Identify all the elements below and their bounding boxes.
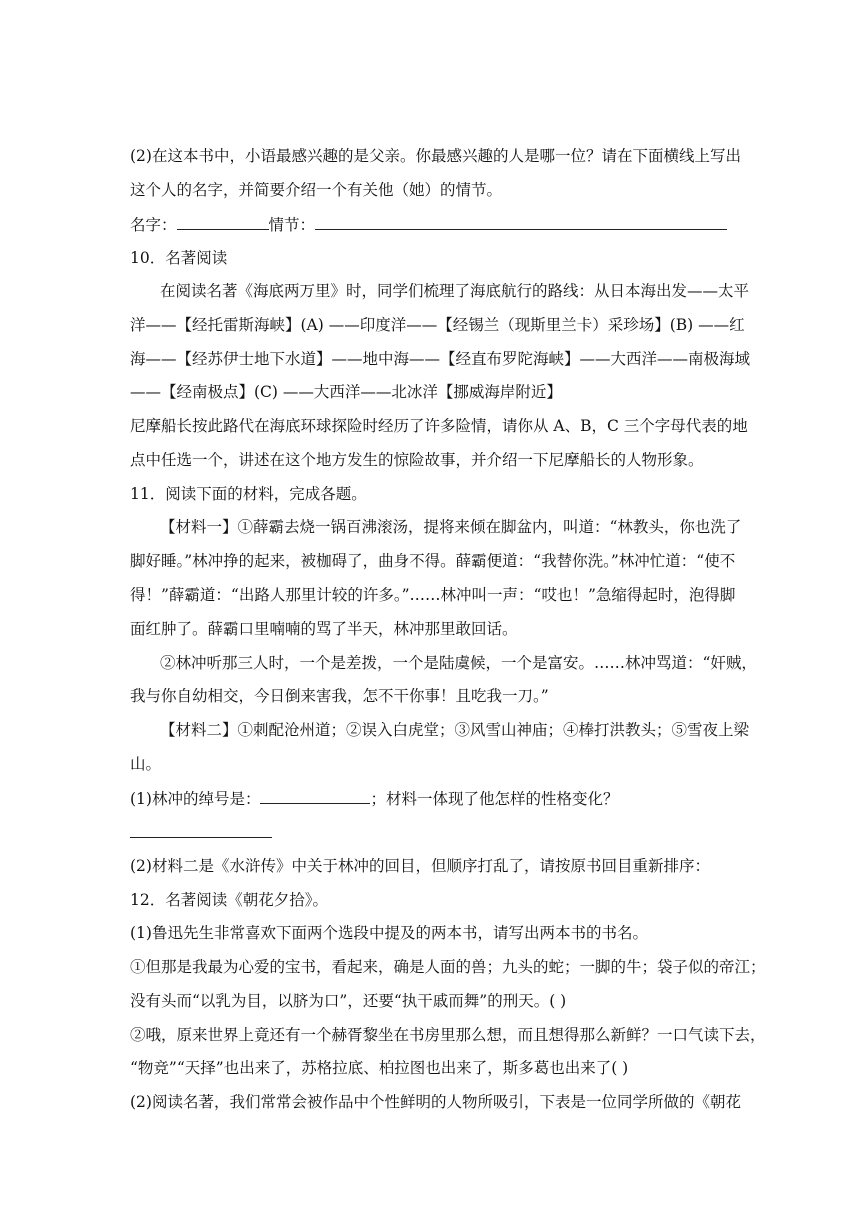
q10-prompt-line2: 点中任选一个，讲述在这个地方发生的惊险故事，并介绍一下尼摩船长的人物形象。: [130, 451, 704, 469]
q12-selection2-line2: “物竞”“天择”也出来了，苏格拉底、柏拉图也出来了，斯多葛也出来了( ): [130, 1059, 629, 1077]
name-blank[interactable]: [177, 214, 269, 230]
q10-route-line4: ——【经南极点】(C) ——大西洋——北冰洋【挪威海岸附近】: [130, 383, 562, 401]
q11-material1-line5: ②林冲听那三人时，一个是差拨，一个是陆虞候，一个是富安。……林冲骂道：“奸贼，: [160, 654, 757, 672]
q11-part1-answer-line[interactable]: [130, 837, 272, 838]
q11-part1-prefix: (1)林冲的绰号是：: [130, 790, 261, 808]
q10-heading: 10．名著阅读: [130, 249, 228, 267]
q11-material1-line4: 面红肿了。薛霸口里喃喃的骂了半天，林冲那里敢回话。: [130, 620, 518, 638]
q12-selection1-line2: 没有头而“以乳为目，以脐为口”，还要“执干戚而舞”的刑天。( ): [130, 992, 567, 1010]
q11-material1-line3: 得！”薛霸道：“出路人那里计较的许多。”……林冲叫一声：“哎也！”急缩得起时，泡得脚: [130, 586, 736, 604]
q11-part2: (2)材料二是《水浒传》中关于林冲的回目，但顺序打乱了，请按原书回目重新排序：: [130, 857, 710, 875]
q12-part1: (1)鲁迅先生非常喜欢下面两个选段中提及的两本书，请写出两本书的书名。: [130, 924, 648, 942]
q10-route-line3: 海——【经苏伊士地下水道】——地中海——【经直布罗陀海峡】——大西洋——南极海域: [130, 350, 751, 368]
q11-material2-line2: 山。: [130, 755, 162, 773]
q9-part2-line2: 这个人的名字，并简要介绍一个有关他（她）的情节。: [130, 181, 503, 199]
q11-material1-line6: 我与你自幼相交，今日倒来害我，怎不干你事！且吃我一刀。”: [130, 687, 549, 705]
q11-material2-line1: 【材料二】①刺配沧州道；②误入白虎堂；③风雪山神庙；④棒打洪教头；⑤雪夜上梁: [160, 721, 750, 739]
q12-heading: 12．名著阅读《朝花夕拾》。: [130, 891, 328, 909]
nickname-blank[interactable]: [260, 788, 370, 804]
q11-material1-line2: 脚好睡。”林冲挣的起来，被枷碍了，曲身不得。薛霸便道：“我替你洗。”林冲忙道：“使不: [130, 552, 736, 570]
q12-selection1-line1: ①但那是我最为心爱的宝书，看起来，确是人面的兽；九头的蛇；一脚的牛；袋子似的帝江；: [130, 958, 766, 976]
q12-selection2-line1: ②哦，原来世界上竟还有一个赫胥黎坐在书房里那么想，而且想得那么新鲜？一口气读下去，: [130, 1026, 766, 1044]
q12-part2: (2)阅读名著，我们常常会被作品中个性鲜明的人物所吸引，下表是一位同学所做的《朝花: [130, 1093, 741, 1111]
q11-heading: 11．阅读下面的材料，完成各题。: [130, 485, 367, 503]
plot-label: 情节：: [268, 216, 316, 234]
q10-route-line1: 在阅读名著《海底两万里》时，同学们梳理了海底航行的路线：从日本海出发——太平: [160, 282, 750, 300]
q9-part2-line1: (2)在这本书中，小语最感兴趣的是父亲。你最感兴趣的人是哪一位？请在下面横线上写出: [130, 147, 741, 165]
q10-prompt-line1: 尼摩船长按此路代在海底环球探险时经历了许多险情，请你从 A、B，C 三个字母代表的地: [130, 417, 748, 435]
q10-route-line2: 洋——【经托雷斯海峡】(A) ——印度洋——【经锡兰（现斯里兰卡）采珍场】(B) ——红: [130, 316, 745, 334]
q11-part1: [130, 788, 740, 809]
name-label: 名字：: [130, 216, 177, 234]
q9-answer-line: [130, 214, 740, 235]
q11-material1-line1: 【材料一】①薛霸去烧一锅百沸滚汤，提将来倾在脚盆内，叫道：“林教头，你也洗了: [160, 518, 742, 536]
plot-blank[interactable]: [315, 214, 727, 230]
q11-part1-suffix: ；材料一体现了他怎样的性格变化？: [370, 790, 619, 808]
